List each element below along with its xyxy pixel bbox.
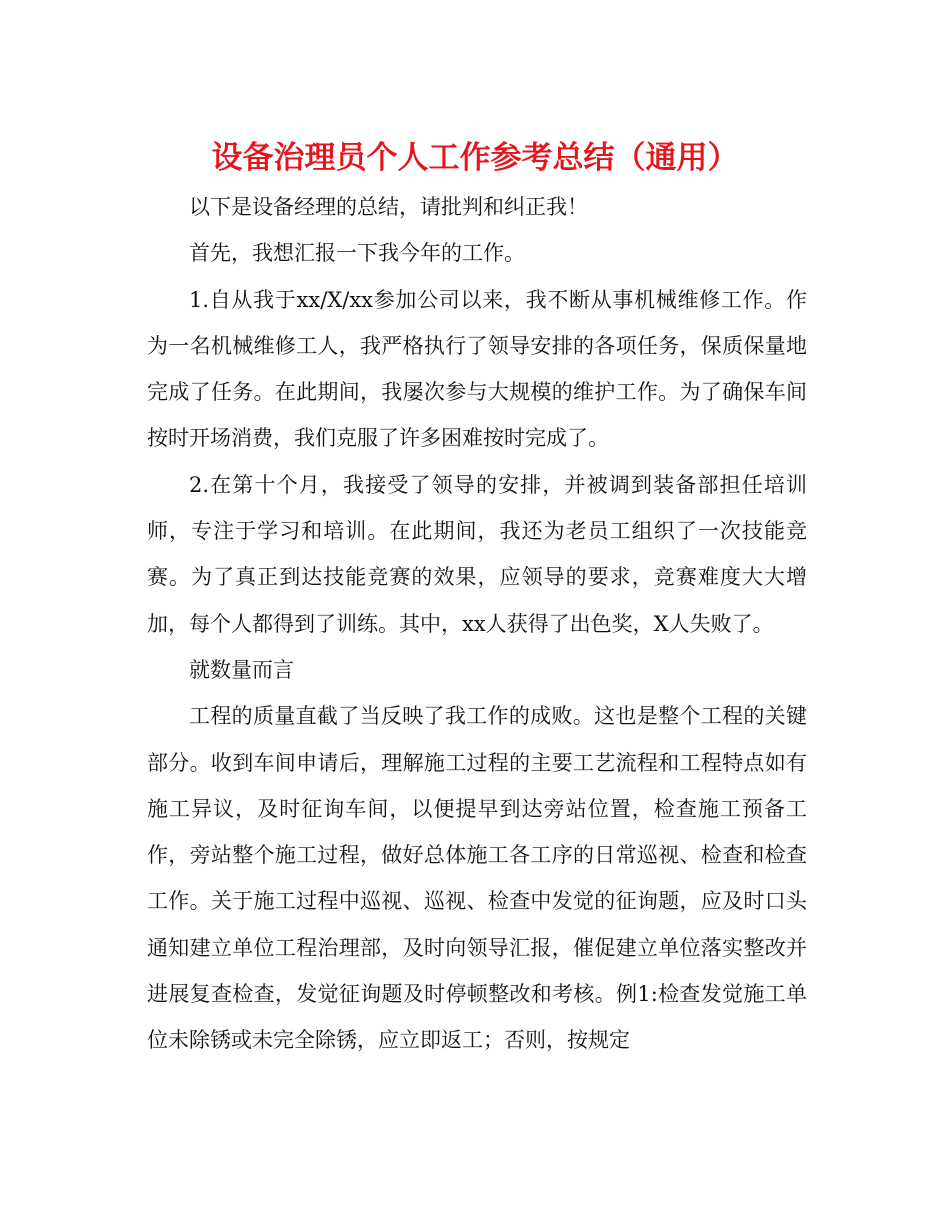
document-title: 设备治理员个人工作参考总结（通用） (211, 140, 739, 176)
paragraph-quantity-heading: 就数量而言 (189, 657, 294, 682)
paragraph-intro: 以下是设备经理的总结，请批判和纠正我！ (189, 195, 588, 219)
paragraph-item-2: 2.在第十个月，我接受了领导的安排，并被调到装备部担任培训师，专注于学习和培训。在此期间，我还为老员工组织了一次技能竞赛。为了真正到达技能竞赛的效果，应领导的要求，竞赛难度大大增加，每个人都得到了训练。其中，xx人获得了出色奖，X人失败了。 (147, 472, 807, 636)
paragraph-quality: 工程的质量直截了当反映了我工作的成败。这也是整个工程的关键部分。收到车间申请后，理解施工过程的主要工艺流程和工程特点如有施工异议，及时征询车间，以便提早到达旁站位置，检查施工预备工作，旁站整个施工过程，做好总体施工各工序的日常巡视、检查和检查工作。关于施工过程中巡视、巡视、检查中发觉的征询题，应及时口头通知建立单位工程治理部，及时向领导汇报，催促建立单位落实整改并进展复查检查，发觉征询题及时停顿整改和考核。例1:检查发觉施工单位未除锈或未完全除锈，应立即返工；否则，按规定 (147, 704, 807, 1053)
paragraph-report-opening: 首先，我想汇报一下我今年的工作。 (189, 241, 525, 266)
paragraph-item-1: 1.自从我于xx/X/xx参加公司以来，我不断从事机械维修工作。作为一名机械维修工人，我严格执行了领导安排的各项任务，保质保量地完成了任务。在此期间，我屡次参与大规模的维护工作。为了确保车间按时开场消费，我们克服了许多困难按时完成了。 (147, 287, 807, 451)
document-body (147, 184, 807, 1064)
